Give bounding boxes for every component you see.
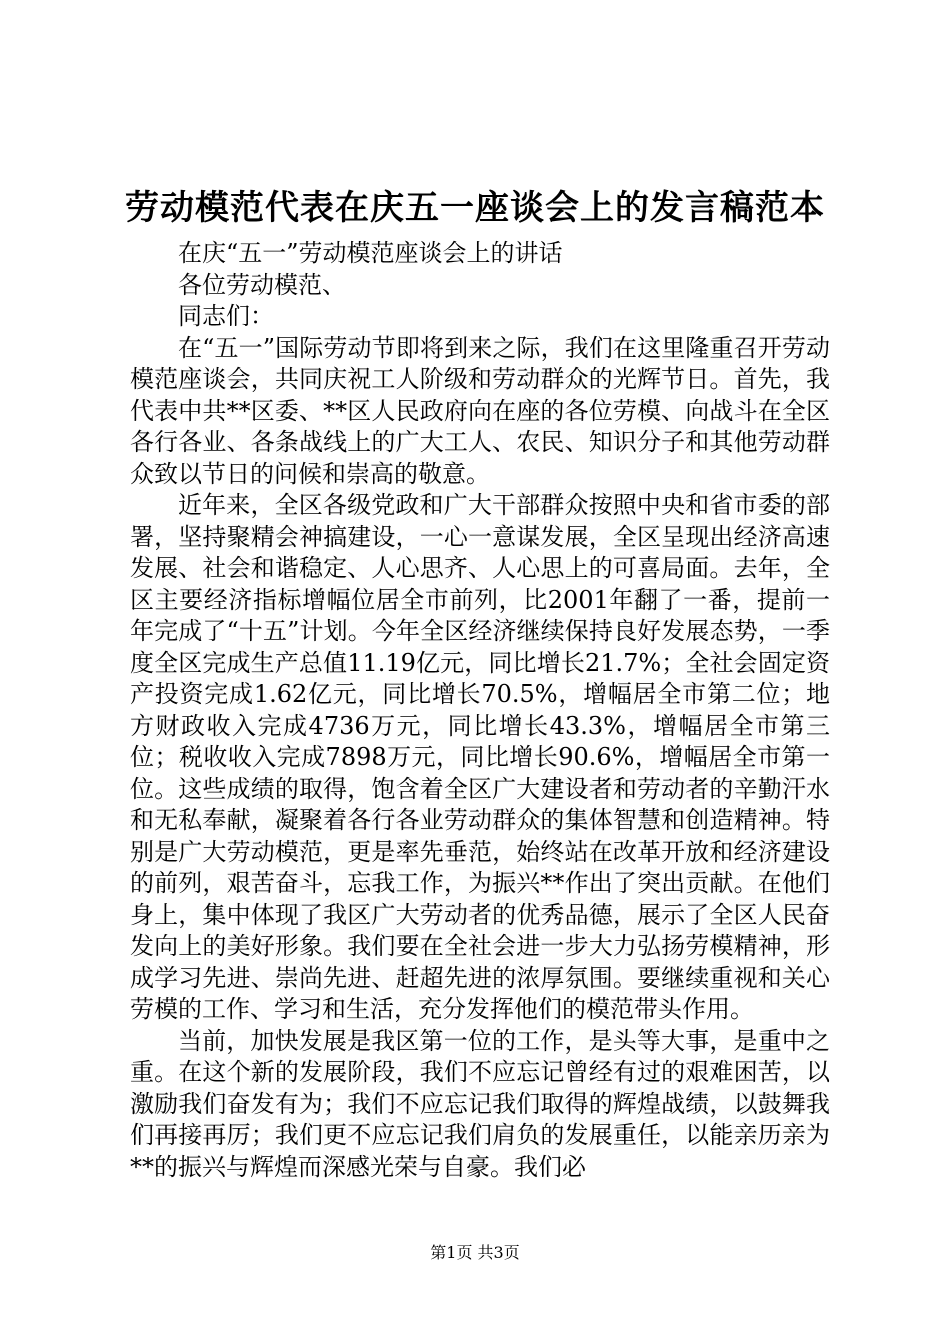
body-paragraph-2: 近年来，全区各级党政和广大干部群众按照中央和省市委的部署，坚持聚精会神搞建设，一心一意谋发展，全区呈现出经济高速发展、社会和谐稳定、人心思齐、人心思上的可喜局面。去年，全区主要经济指标增幅位居全市前列，比2001年翻了一番，提前一年完成了“十五”计划。今年全区经济继续保持良好发展态势，一季度全区完成生产总值11.19亿元，同比增长21.7%；全社会固定资产投资完成1.62亿元，同比增长70.5%，增幅居全市第二位；地方财政收入完成4736万元，同比增长43.3%，增幅居全市第三位；税收收入完成7898万元，同比增长90.6%，增幅居全市第一位。这些成绩的取得，饱含着全区广大建设者和劳动者的辛勤汗水和无私奉献，凝聚着各行各业劳动群众的集体智慧和创造精神。特别是广大劳动模范，更是率先垂范，始终站在改革开放和经济建设的前列，艰苦奋斗，忘我工作，为振兴**作出了突出贡献。在他们身上，集中体现了我区广大劳动者的优秀品德，展示了全区人民奋发向上的美好形象。我们要在全社会进一步大力弘扬劳模精神，形成学习先进、崇尚先进、赶超先进的浓厚氛围。要继续重视和关心劳模的工作、学习和生活，充分发挥他们的模范带头作用。 [130, 491, 830, 1023]
salutation-line-2: 同志们： [178, 302, 274, 330]
document-title: 劳动模范代表在庆五一座谈会上的发言稿范本 [125, 188, 825, 228]
document-body [130, 238, 830, 1183]
body-paragraph-3: 当前，加快发展是我区第一位的工作，是头等大事，是重中之重。在这个新的发展阶段，我们不应忘记曾经有过的艰难困苦，以激励我们奋发有为；我们不应忘记我们取得的辉煌战绩，以鼓舞我们再接再厉；我们更不应忘记我们肩负的发展重任，以能亲历亲为**的振兴与辉煌而深感光荣与自豪。我们必 [130, 1026, 830, 1181]
page-number-footer: 第1页 共3页 [430, 1243, 520, 1262]
salutation-line-1: 各位劳动模范、 [178, 270, 346, 299]
speech-heading: 在庆“五一”劳动模范座谈会上的讲话 [178, 239, 563, 267]
body-paragraph-1: 在“五一”国际劳动节即将到来之际，我们在这里隆重召开劳动模范座谈会，共同庆祝工人阶级和劳动群众的光辉节日。首先，我代表中共**区委、**区人民政府向在座的各位劳模、向战斗在全区各行各业、各条战线上的广大工人、农民、知识分子和其他劳动群众致以节日的问候和崇高的敬意。 [130, 333, 830, 488]
